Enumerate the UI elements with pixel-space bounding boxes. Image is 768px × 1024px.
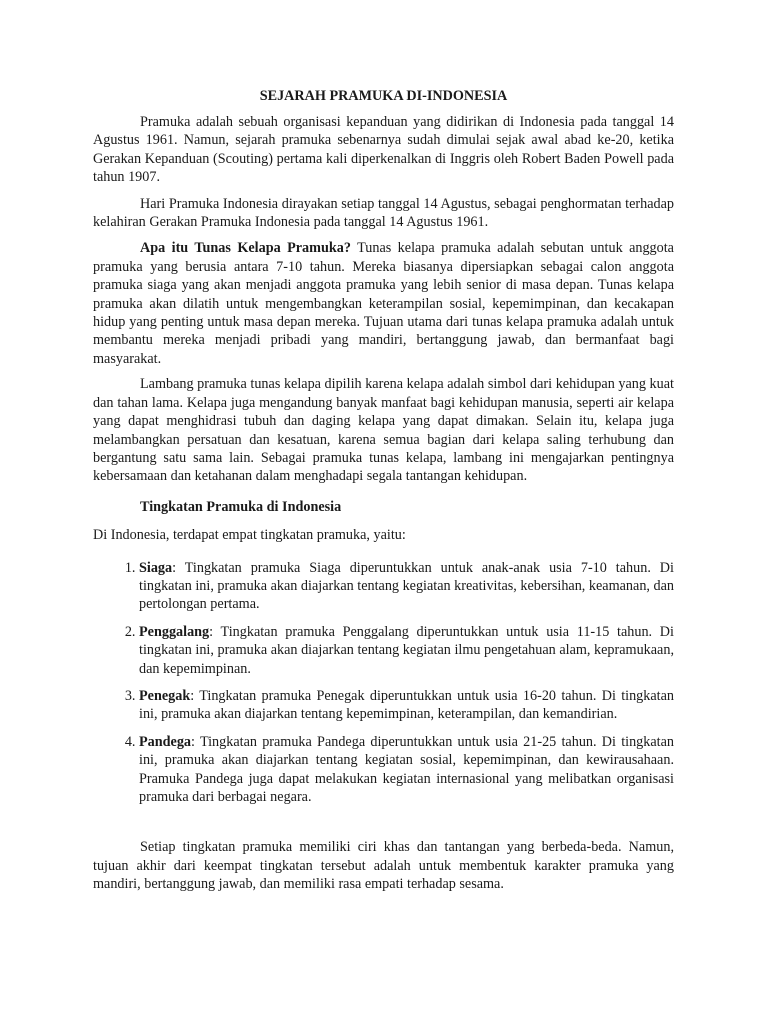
- level-name: Penegak: [139, 687, 191, 704]
- level-name: Siaga: [139, 559, 173, 576]
- paragraph-history: Pramuka adalah sebuah organisasi kepanduan yang didirikan di Indonesia pada tanggal 14 Agustus 1961. Namun, sejarah pramuka sebenarnya sudah dimulai sejak awal abad ke-20, ketika Gerakan Kepanduan (Scouting) pertama kali diperkenalkan di Inggris oleh Robert Baden Powell pada tahun 1907.: [93, 114, 674, 186]
- level-description: : Tingkatan pramuka Pandega diperuntukkan untuk usia 21-25 tahun. Di tingkatan ini, pramuka akan diajarkan tentang kegiatan sosial, kepemimpinan, dan kewirausahaan. Pramuka Pandega juga dapat melakukan kegiatan internasional yang melibatkan organisasi pramuka dari berbagai negara.: [139, 733, 674, 805]
- list-item: [139, 623, 674, 678]
- paragraph-tunas-kelapa: [93, 239, 674, 368]
- paragraph-emblem: Lambang pramuka tunas kelapa dipilih karena kelapa adalah simbol dari kehidupan yang kuat dan tahan lama. Kelapa juga mengandung banyak manfaat bagi kehidupan manusia, seperti air kelapa yang dapat menghidrasi tubuh dan daging kelapa yang dapat dimakan. Selain itu, kelapa juga melambangkan persatuan dan kesatuan, karena semua bagian dari kelapa saling terhubung dan bergantung satu sama lain. Sebagai pramuka tunas kelapa, lambang ini mengajarkan pentingnya kebersamaan dan ketahanan dalam menghadapi segala tantangan kehidupan.: [93, 376, 674, 485]
- levels-list: [93, 559, 674, 807]
- level-description: : Tingkatan pramuka Penegak diperuntukkan untuk usia 16-20 tahun. Di tingkatan ini, pramuka akan diajarkan tentang kepemimpinan, keterampilan, dan kemandirian.: [139, 687, 674, 723]
- list-item: [139, 559, 674, 614]
- list-item: [139, 687, 674, 724]
- level-description: : Tingkatan pramuka Penggalang diperuntukkan untuk usia 11-15 tahun. Di tingkatan ini, pramuka akan diajarkan tentang kegiatan ilmu pengetahuan alam, kepramukaan, dan kepemimpinan.: [139, 623, 674, 677]
- document-title: SEJARAH PRAMUKA DI-INDONESIA: [259, 88, 508, 104]
- list-intro: Di Indonesia, terdapat empat tingkatan pramuka, yaitu:: [93, 527, 406, 544]
- paragraph-lead-bold: Apa itu Tunas Kelapa Pramuka?: [140, 240, 351, 257]
- level-description: : Tingkatan pramuka Siaga diperuntukkan untuk anak-anak usia 7-10 tahun. Di tingkatan ini, pramuka akan diajarkan tentang kegiatan kreativitas, kebersihan, keamanan, dan pertolongan pertama.: [139, 559, 674, 613]
- paragraph-scout-day: Hari Pramuka Indonesia dirayakan setiap tanggal 14 Agustus, sebagai penghormatan terhadap kelahiran Gerakan Pramuka Indonesia pada tanggal 14 Agustus 1961.: [93, 195, 674, 231]
- list-item: [139, 733, 674, 807]
- section-heading: Tingkatan Pramuka di Indonesia: [140, 498, 342, 515]
- level-name: Penggalang: [139, 623, 210, 640]
- level-name: Pandega: [139, 733, 192, 750]
- paragraph-closing: Setiap tingkatan pramuka memiliki ciri khas dan tantangan yang berbeda-beda. Namun, tujuan akhir dari keempat tingkatan tersebut adalah untuk membentuk karakter pramuka yang mandiri, bertanggung jawab, dan memiliki rasa empati terhadap sesama.: [93, 839, 674, 893]
- paragraph-body: Tunas kelapa pramuka adalah sebutan untuk anggota pramuka yang berusia antara 7-10 tahun. Mereka biasanya dipersiapkan sebagai calon anggota pramuka siaga yang akan menjadi anggota pramuka yang lebih senior di masa depan. Tunas kelapa pramuka akan dilatih untuk mengembangkan keterampilan sosial, kepemimpinan, dan kecakapan hidup yang penting untuk masa depan mereka. Tujuan utama dari tunas kelapa pramuka adalah untuk membantu mereka menjadi pribadi yang mandiri, bertanggung jawab, dan bermanfaat bagi masyarakat.: [93, 240, 674, 367]
